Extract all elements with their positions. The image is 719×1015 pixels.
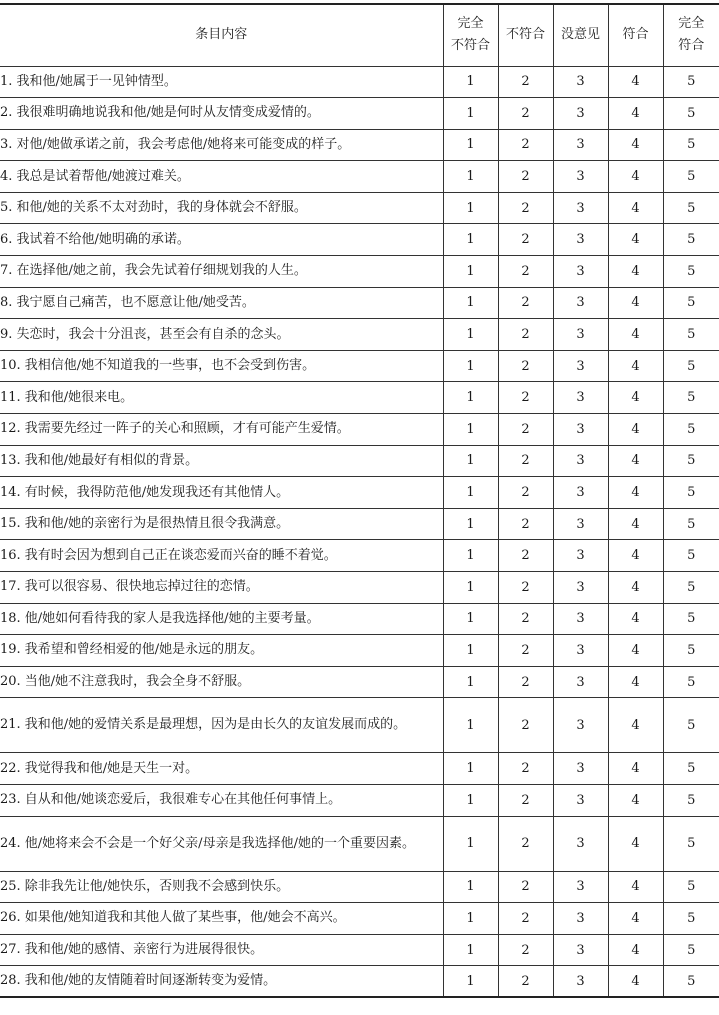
- scale-option-1[interactable]: 1: [443, 666, 498, 698]
- scale-option-3[interactable]: 3: [553, 816, 608, 871]
- scale-option-2[interactable]: 2: [498, 477, 553, 509]
- item-text: 9. 失恋时，我会十分沮丧，甚至会有自杀的念头。: [0, 319, 443, 351]
- scale-option-3[interactable]: 3: [553, 603, 608, 635]
- scale-option-2[interactable]: 2: [498, 192, 553, 224]
- scale-option-4[interactable]: 4: [608, 871, 663, 903]
- item-text: 28. 我和他/她的友情随着时间逐渐转变为爱情。: [0, 966, 443, 998]
- scale-option-1[interactable]: 1: [443, 192, 498, 224]
- table-row: [0, 572, 719, 604]
- scale-option-5[interactable]: 5: [663, 129, 719, 161]
- scale-option-5[interactable]: 5: [663, 350, 719, 382]
- scale-option-2[interactable]: 2: [498, 319, 553, 351]
- table-row: [0, 319, 719, 351]
- scale-option-1[interactable]: 1: [443, 934, 498, 966]
- scale-option-3[interactable]: 3: [553, 540, 608, 572]
- scale-option-1[interactable]: 1: [443, 698, 498, 753]
- item-text: 4. 我总是试着帮他/她渡过难关。: [0, 161, 443, 193]
- scale-option-3[interactable]: 3: [553, 129, 608, 161]
- scale-option-2[interactable]: 2: [498, 445, 553, 477]
- scale-option-1[interactable]: 1: [443, 508, 498, 540]
- item-text: 19. 我希望和曾经相爱的他/她是永远的朋友。: [0, 635, 443, 667]
- scale-option-5[interactable]: 5: [663, 161, 719, 193]
- scale-option-4[interactable]: 4: [608, 934, 663, 966]
- scale-option-4[interactable]: 4: [608, 508, 663, 540]
- table-row: [0, 445, 719, 477]
- header-option-3: 没意见: [553, 4, 608, 66]
- scale-option-5[interactable]: 5: [663, 477, 719, 509]
- scale-option-2[interactable]: 2: [498, 382, 553, 414]
- table-row: [0, 540, 719, 572]
- scale-option-2[interactable]: 2: [498, 66, 553, 98]
- scale-option-2[interactable]: 2: [498, 256, 553, 288]
- scale-option-4[interactable]: 4: [608, 382, 663, 414]
- table-row: [0, 603, 719, 635]
- scale-option-3[interactable]: 3: [553, 224, 608, 256]
- scale-option-3[interactable]: 3: [553, 784, 608, 816]
- scale-option-4[interactable]: 4: [608, 540, 663, 572]
- scale-option-5[interactable]: 5: [663, 784, 719, 816]
- table-row: [0, 382, 719, 414]
- item-text: 5. 和他/她的关系不太对劲时，我的身体就会不舒服。: [0, 192, 443, 224]
- scale-option-1[interactable]: 1: [443, 98, 498, 130]
- scale-option-4[interactable]: 4: [608, 414, 663, 446]
- scale-option-5[interactable]: 5: [663, 382, 719, 414]
- item-text: 12. 我需要先经过一阵子的关心和照顾，才有可能产生爱情。: [0, 414, 443, 446]
- header-option-2: 不符合: [498, 4, 553, 66]
- scale-option-2[interactable]: 2: [498, 635, 553, 667]
- header-option-5: 完全 符合: [663, 4, 719, 66]
- scale-option-4[interactable]: 4: [608, 129, 663, 161]
- item-text: 15. 我和他/她的亲密行为是很热情且很令我满意。: [0, 508, 443, 540]
- scale-option-3[interactable]: 3: [553, 698, 608, 753]
- scale-option-1[interactable]: 1: [443, 350, 498, 382]
- item-text: 25. 除非我先让他/她快乐，否则我不会感到快乐。: [0, 871, 443, 903]
- scale-option-2[interactable]: 2: [498, 871, 553, 903]
- scale-option-5[interactable]: 5: [663, 753, 719, 785]
- table-row: [0, 871, 719, 903]
- scale-option-1[interactable]: 1: [443, 382, 498, 414]
- scale-option-4[interactable]: 4: [608, 161, 663, 193]
- item-text: 11. 我和他/她很来电。: [0, 382, 443, 414]
- scale-option-2[interactable]: 2: [498, 224, 553, 256]
- scale-option-4[interactable]: 4: [608, 572, 663, 604]
- table-row: [0, 635, 719, 667]
- item-text: 16. 我有时会因为想到自己正在谈恋爱而兴奋的睡不着觉。: [0, 540, 443, 572]
- item-text: 3. 对他/她做承诺之前，我会考虑他/她将来可能变成的样子。: [0, 129, 443, 161]
- scale-option-3[interactable]: 3: [553, 161, 608, 193]
- scale-option-5[interactable]: 5: [663, 508, 719, 540]
- scale-option-3[interactable]: 3: [553, 477, 608, 509]
- table-row: [0, 287, 719, 319]
- header-option-4: 符合: [608, 4, 663, 66]
- item-text: 1. 我和他/她属于一见钟情型。: [0, 66, 443, 98]
- table-row: [0, 508, 719, 540]
- scale-option-4[interactable]: 4: [608, 753, 663, 785]
- table-row: [0, 934, 719, 966]
- table-row: [0, 192, 719, 224]
- item-text: 22. 我觉得我和他/她是天生一对。: [0, 753, 443, 785]
- scale-option-2[interactable]: 2: [498, 903, 553, 935]
- scale-option-3[interactable]: 3: [553, 192, 608, 224]
- scale-option-2[interactable]: 2: [498, 414, 553, 446]
- scale-option-3[interactable]: 3: [553, 287, 608, 319]
- scale-option-2[interactable]: 2: [498, 540, 553, 572]
- scale-option-1[interactable]: 1: [443, 572, 498, 604]
- scale-option-4[interactable]: 4: [608, 698, 663, 753]
- table-row: [0, 903, 719, 935]
- scale-option-5[interactable]: 5: [663, 66, 719, 98]
- scale-option-4[interactable]: 4: [608, 256, 663, 288]
- scale-option-5[interactable]: 5: [663, 934, 719, 966]
- item-text: 24. 他/她将来会不会是一个好父亲/母亲是我选择他/她的一个重要因素。: [0, 816, 443, 871]
- scale-option-2[interactable]: 2: [498, 603, 553, 635]
- scale-option-5[interactable]: 5: [663, 816, 719, 871]
- scale-option-5[interactable]: 5: [663, 98, 719, 130]
- scale-option-4[interactable]: 4: [608, 784, 663, 816]
- scale-option-3[interactable]: 3: [553, 350, 608, 382]
- scale-option-2[interactable]: 2: [498, 666, 553, 698]
- scale-option-5[interactable]: 5: [663, 540, 719, 572]
- scale-option-1[interactable]: 1: [443, 816, 498, 871]
- scale-option-5[interactable]: 5: [663, 414, 719, 446]
- scale-option-4[interactable]: 4: [608, 816, 663, 871]
- scale-option-1[interactable]: 1: [443, 129, 498, 161]
- table-row: [0, 256, 719, 288]
- scale-option-4[interactable]: 4: [608, 98, 663, 130]
- item-text: 14. 有时候，我得防范他/她发现我还有其他情人。: [0, 477, 443, 509]
- scale-option-1[interactable]: 1: [443, 753, 498, 785]
- scale-option-2[interactable]: 2: [498, 98, 553, 130]
- item-text: 20. 当他/她不注意我时，我会全身不舒服。: [0, 666, 443, 698]
- scale-option-1[interactable]: 1: [443, 256, 498, 288]
- scale-option-4[interactable]: 4: [608, 666, 663, 698]
- scale-option-3[interactable]: 3: [553, 256, 608, 288]
- scale-option-1[interactable]: 1: [443, 784, 498, 816]
- item-text: 7. 在选择他/她之前，我会先试着仔细规划我的人生。: [0, 256, 443, 288]
- item-text: 6. 我试着不给他/她明确的承诺。: [0, 224, 443, 256]
- scale-option-4[interactable]: 4: [608, 319, 663, 351]
- scale-option-4[interactable]: 4: [608, 966, 663, 998]
- scale-option-1[interactable]: 1: [443, 319, 498, 351]
- table-row: [0, 666, 719, 698]
- scale-option-5[interactable]: 5: [663, 635, 719, 667]
- item-text: 21. 我和他/她的爱情关系是最理想，因为是由长久的友谊发展而成的。: [0, 698, 443, 753]
- scale-option-3[interactable]: 3: [553, 66, 608, 98]
- item-text: 8. 我宁愿自己痛苦，也不愿意让他/她受苦。: [0, 287, 443, 319]
- header-item: 条目内容: [0, 4, 443, 66]
- scale-option-1[interactable]: 1: [443, 903, 498, 935]
- scale-option-2[interactable]: 2: [498, 350, 553, 382]
- header-option-1: 完全 不符合: [443, 4, 498, 66]
- item-text: 18. 他/她如何看待我的家人是我选择他/她的主要考量。: [0, 603, 443, 635]
- scale-option-3[interactable]: 3: [553, 635, 608, 667]
- scale-option-4[interactable]: 4: [608, 445, 663, 477]
- scale-option-5[interactable]: 5: [663, 192, 719, 224]
- scale-option-4[interactable]: 4: [608, 192, 663, 224]
- table-row: [0, 966, 719, 998]
- scale-option-2[interactable]: 2: [498, 572, 553, 604]
- scale-option-1[interactable]: 1: [443, 966, 498, 998]
- header-row: [0, 4, 719, 66]
- scale-option-3[interactable]: 3: [553, 903, 608, 935]
- scale-option-1[interactable]: 1: [443, 161, 498, 193]
- scale-option-5[interactable]: 5: [663, 256, 719, 288]
- scale-option-1[interactable]: 1: [443, 603, 498, 635]
- scale-option-2[interactable]: 2: [498, 784, 553, 816]
- item-text: 27. 我和他/她的感情、亲密行为进展得很快。: [0, 934, 443, 966]
- scale-option-2[interactable]: 2: [498, 287, 553, 319]
- scale-option-4[interactable]: 4: [608, 635, 663, 667]
- item-text: 10. 我相信他/她不知道我的一些事，也不会受到伤害。: [0, 350, 443, 382]
- scale-option-3[interactable]: 3: [553, 319, 608, 351]
- table-row: [0, 477, 719, 509]
- scale-option-3[interactable]: 3: [553, 414, 608, 446]
- scale-option-2[interactable]: 2: [498, 934, 553, 966]
- scale-option-4[interactable]: 4: [608, 287, 663, 319]
- scale-option-1[interactable]: 1: [443, 224, 498, 256]
- scale-option-2[interactable]: 2: [498, 161, 553, 193]
- scale-option-2[interactable]: 2: [498, 753, 553, 785]
- table-row: [0, 350, 719, 382]
- table-row: [0, 414, 719, 446]
- scale-option-2[interactable]: 2: [498, 698, 553, 753]
- scale-option-2[interactable]: 2: [498, 966, 553, 998]
- scale-option-4[interactable]: 4: [608, 66, 663, 98]
- item-text: 26. 如果他/她知道我和其他人做了某些事，他/她会不高兴。: [0, 903, 443, 935]
- scale-option-4[interactable]: 4: [608, 350, 663, 382]
- scale-option-5[interactable]: 5: [663, 903, 719, 935]
- scale-option-1[interactable]: 1: [443, 871, 498, 903]
- table-row: [0, 753, 719, 785]
- scale-option-3[interactable]: 3: [553, 666, 608, 698]
- scale-option-3[interactable]: 3: [553, 934, 608, 966]
- scale-option-2[interactable]: 2: [498, 508, 553, 540]
- scale-option-3[interactable]: 3: [553, 98, 608, 130]
- scale-option-1[interactable]: 1: [443, 477, 498, 509]
- scale-option-5[interactable]: 5: [663, 224, 719, 256]
- scale-option-1[interactable]: 1: [443, 66, 498, 98]
- scale-option-5[interactable]: 5: [663, 603, 719, 635]
- scale-option-5[interactable]: 5: [663, 287, 719, 319]
- scale-option-5[interactable]: 5: [663, 698, 719, 753]
- scale-option-1[interactable]: 1: [443, 635, 498, 667]
- scale-option-3[interactable]: 3: [553, 753, 608, 785]
- scale-option-4[interactable]: 4: [608, 603, 663, 635]
- scale-option-4[interactable]: 4: [608, 903, 663, 935]
- scale-option-3[interactable]: 3: [553, 508, 608, 540]
- item-text: 2. 我很难明确地说我和他/她是何时从友情变成爱情的。: [0, 98, 443, 130]
- scale-option-5[interactable]: 5: [663, 572, 719, 604]
- item-text: 13. 我和他/她最好有相似的背景。: [0, 445, 443, 477]
- item-text: 17. 我可以很容易、很快地忘掉过往的恋情。: [0, 572, 443, 604]
- scale-option-5[interactable]: 5: [663, 966, 719, 998]
- scale-option-4[interactable]: 4: [608, 224, 663, 256]
- scale-option-3[interactable]: 3: [553, 966, 608, 998]
- table-row: [0, 224, 719, 256]
- scale-option-5[interactable]: 5: [663, 319, 719, 351]
- scale-option-4[interactable]: 4: [608, 477, 663, 509]
- table-row: [0, 129, 719, 161]
- table-row: [0, 161, 719, 193]
- scale-option-3[interactable]: 3: [553, 572, 608, 604]
- scale-option-5[interactable]: 5: [663, 666, 719, 698]
- scale-option-3[interactable]: 3: [553, 871, 608, 903]
- scale-option-1[interactable]: 1: [443, 414, 498, 446]
- scale-option-2[interactable]: 2: [498, 129, 553, 161]
- scale-option-1[interactable]: 1: [443, 287, 498, 319]
- table-row: [0, 698, 719, 753]
- scale-option-1[interactable]: 1: [443, 540, 498, 572]
- scale-option-2[interactable]: 2: [498, 816, 553, 871]
- love-attitude-scale-table: [0, 3, 719, 998]
- scale-option-5[interactable]: 5: [663, 445, 719, 477]
- scale-option-1[interactable]: 1: [443, 445, 498, 477]
- scale-option-3[interactable]: 3: [553, 382, 608, 414]
- table-row: [0, 98, 719, 130]
- table-row: [0, 66, 719, 98]
- item-text: 23. 自从和他/她谈恋爱后，我很难专心在其他任何事情上。: [0, 784, 443, 816]
- scale-option-5[interactable]: 5: [663, 871, 719, 903]
- table-row: [0, 816, 719, 871]
- table-row: [0, 784, 719, 816]
- scale-option-3[interactable]: 3: [553, 445, 608, 477]
